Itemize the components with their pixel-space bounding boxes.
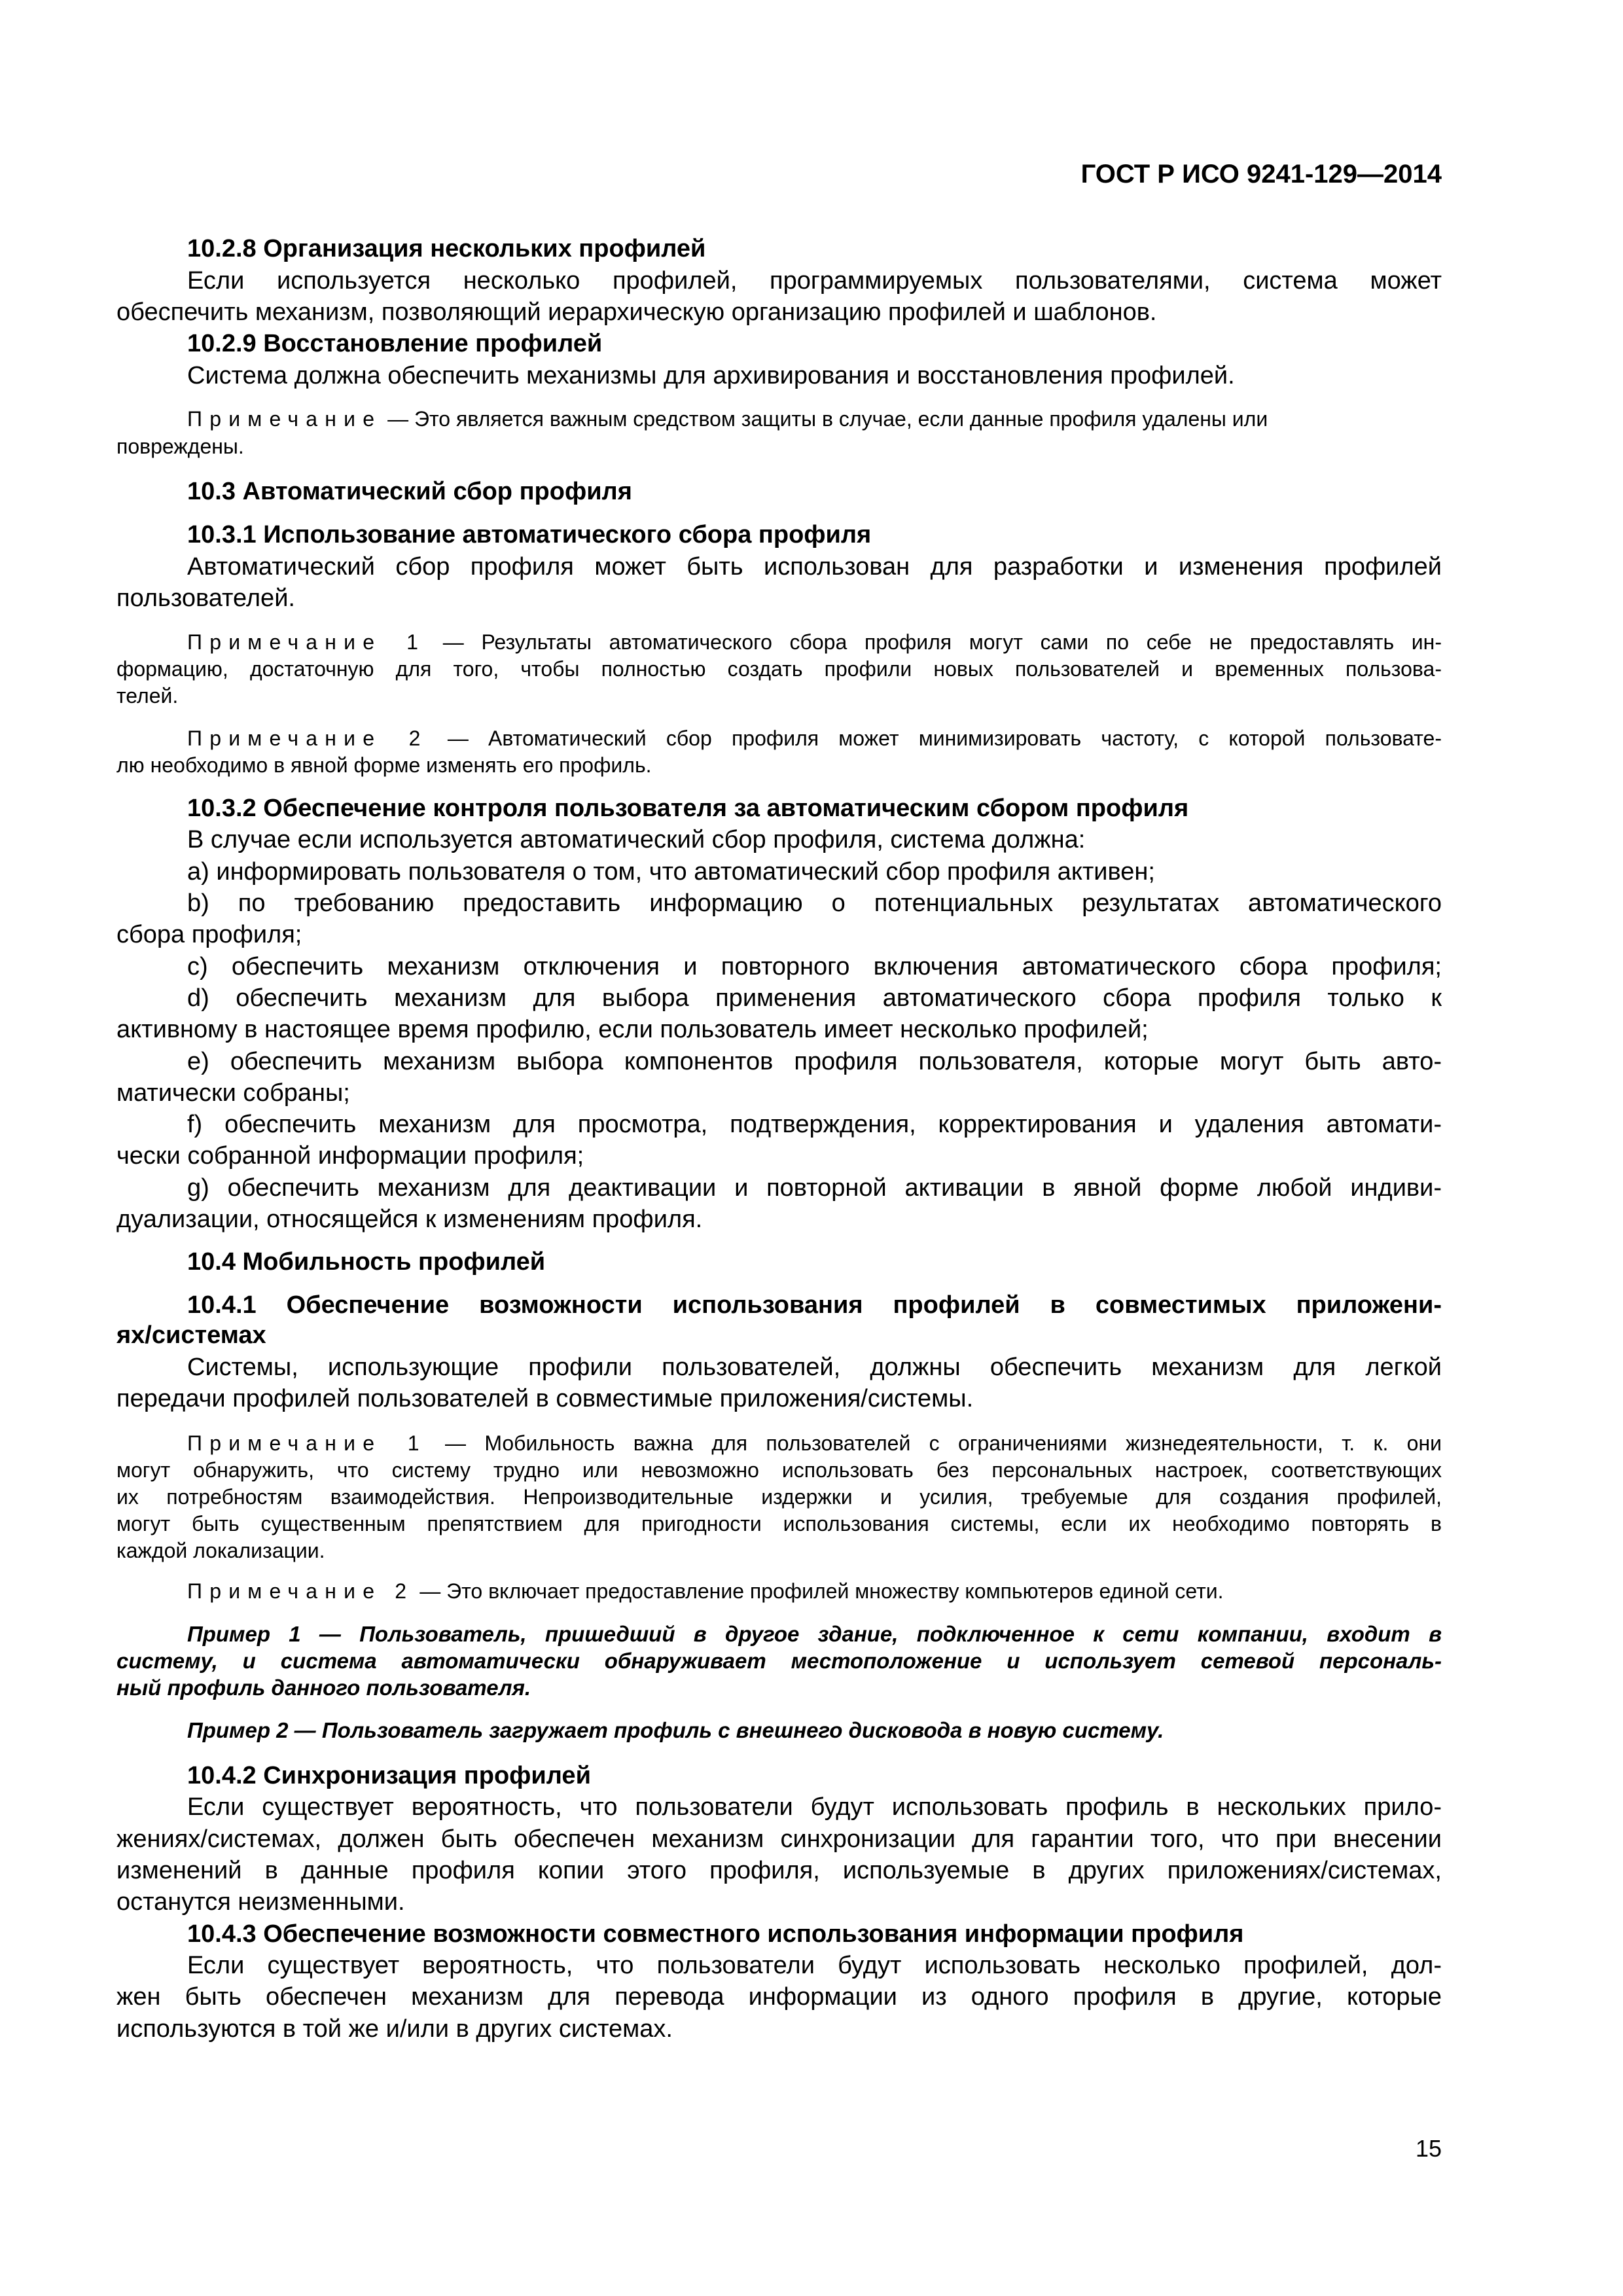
section-heading-10-4-3: 10.4.3 Обеспечение возможности совместного использования информации профиля: [187, 1920, 1244, 1948]
body-line: Если используется несколько профилей, программируемых пользователями, система может: [187, 267, 1442, 295]
section-heading-10-2-8: 10.2.8 Организация нескольких профилей: [187, 235, 706, 262]
body-line: Если существует вероятность, что пользователи будут использовать профиль в нескольких прило-: [187, 1793, 1442, 1821]
body-line: дуализации, относящейся к изменениям профиля.: [116, 1206, 703, 1233]
note-line: [187, 1579, 1223, 1604]
note-line: [187, 726, 1442, 751]
body-line: матически собраны;: [116, 1079, 350, 1107]
body-line: останутся неизменными.: [116, 1888, 405, 1916]
example-line: Пример 2 — Пользователь загружает профиль с внешнего дисковода в новую систему.: [187, 1718, 1164, 1742]
note-text: — Это является важным средством защиты в случае, если данные профиля удалены или: [382, 407, 1268, 431]
note-line: могут быть существенным препятствием для пригодности использования системы, если их необходимо повторять в: [116, 1512, 1442, 1535]
body-line: Система должна обеспечить механизмы для архивирования и восстановления профилей.: [187, 362, 1235, 389]
note-text: — Мобильность важна для пользователей с ограничениями жизнедеятельности, т. к. они: [426, 1431, 1442, 1455]
section-heading-10-4-1: 10.4.1 Обеспечение возможности использования профилей в совместимых приложени-: [187, 1291, 1442, 1319]
note-line: телей.: [116, 684, 179, 708]
list-item-f: f) обеспечить механизм для просмотра, подтверждения, корректирования и удаления автомати-: [187, 1111, 1442, 1138]
note-line: повреждены.: [116, 435, 244, 458]
section-heading-10-3-2: 10.3.2 Обеспечение контроля пользователя за автоматическим сбором профиля: [187, 795, 1189, 822]
list-item-g: g) обеспечить механизм для деактивации и повторной активации в явной форме любой индиви-: [187, 1174, 1442, 1202]
note-line: [187, 407, 1268, 431]
section-heading-10-4-2: 10.4.2 Синхронизация профилей: [187, 1762, 591, 1789]
list-item-d: d) обеспечить механизм для выбора применения автоматического сбора профиля только к: [187, 984, 1442, 1012]
body-line: активному в настоящее время профилю, если пользователь имеет несколько профилей;: [116, 1016, 1149, 1043]
list-item-b: b) по требованию предоставить информацию о потенциальных результатах автоматического: [187, 889, 1442, 917]
body-line: изменений в данные профиля копии этого профиля, используемые в других приложениях/системах,: [116, 1857, 1442, 1884]
example-line: Пример 1 — Пользователь, пришедший в другое здание, подключенное к сети компании, входит в: [187, 1622, 1442, 1646]
list-item-a: a) информировать пользователя о том, что автоматический сбор профиля активен;: [187, 858, 1155, 886]
note-text: — Это включает предоставление профилей множеству компьютеров единой сети.: [414, 1579, 1224, 1603]
note-text: — Автоматический сбор профиля может минимизировать частоту, с которой пользовате-: [427, 726, 1442, 750]
example-line: систему, и система автоматически обнаруживает местоположение и использует сетевой персональ-: [116, 1649, 1442, 1673]
body-line: чески собранной информации профиля;: [116, 1142, 584, 1170]
body-line: передачи профилей пользователей в совместимые приложения/системы.: [116, 1385, 974, 1412]
section-heading-10-4-1-cont: ях/системах: [116, 1321, 266, 1349]
body-line: используются в той же и/или в других системах.: [116, 2015, 673, 2043]
section-heading-10-4: 10.4 Мобильность профилей: [187, 1248, 546, 1276]
body-line: пользователей.: [116, 584, 295, 612]
list-item-c: c) обеспечить механизм отключения и повторного включения автоматического сбора профиля;: [187, 953, 1442, 980]
page-number: 15: [1415, 2135, 1442, 2162]
body-line: жениях/системах, должен быть обеспечен механизм синхронизации для гарантии того, что при внесении: [116, 1825, 1442, 1853]
body-line: В случае если используется автоматический сбор профиля, система должна:: [187, 826, 1086, 853]
note-label: Примечание 1: [187, 1431, 427, 1455]
note-line: каждой локализации.: [116, 1539, 325, 1562]
section-heading-10-3-1: 10.3.1 Использование автоматического сбора профиля: [187, 521, 872, 548]
note-line: формацию, достаточную для того, чтобы полностью создать профили новых пользователей и временных пользова-: [116, 657, 1442, 681]
note-label: Примечание 1: [187, 630, 426, 654]
note-line: их потребностям взаимодействия. Непроизводительные издержки и усилия, требуемые для создания профилей,: [116, 1485, 1442, 1509]
body-line: Системы, использующие профили пользователей, должны обеспечить механизм для легкой: [187, 1354, 1442, 1381]
body-line: Автоматический сбор профиля может быть использован для разработки и изменения профилей: [187, 553, 1442, 581]
document-code: ГОСТ Р ИСО 9241-129—2014: [1080, 160, 1442, 188]
note-line: [187, 1431, 1442, 1456]
example-line: ный профиль данного пользователя.: [116, 1676, 531, 1700]
note-line: могут обнаружить, что систему трудно или невозможно использовать без персональных настроек, соответствующих: [116, 1458, 1442, 1482]
note-label: Примечание 2: [187, 726, 428, 750]
section-heading-10-2-9: 10.2.9 Восстановление профилей: [187, 330, 603, 357]
section-heading-10-3: 10.3 Автоматический сбор профиля: [187, 478, 632, 505]
note-text: — Результаты автоматического сбора профиля могут сами по себе не предоставлять ин-: [425, 630, 1442, 654]
note-label: Примечание: [187, 407, 382, 431]
body-line: Если существует вероятность, что пользователи будут использовать несколько профилей, дол-: [187, 1952, 1442, 1979]
body-line: обеспечить механизм, позволяющий иерархическую организацию профилей и шаблонов.: [116, 298, 1157, 326]
body-line: жен быть обеспечен механизм для перевода информации из одного профиля в другие, которые: [116, 1983, 1442, 2011]
note-line: лю необходимо в явной форме изменять его профиль.: [116, 753, 652, 777]
note-label: Примечание 2: [187, 1579, 414, 1603]
list-item-e: e) обеспечить механизм выбора компонентов профиля пользователя, которые могут быть авто-: [187, 1048, 1442, 1075]
note-line: [187, 630, 1442, 655]
body-line: сбора профиля;: [116, 921, 302, 948]
